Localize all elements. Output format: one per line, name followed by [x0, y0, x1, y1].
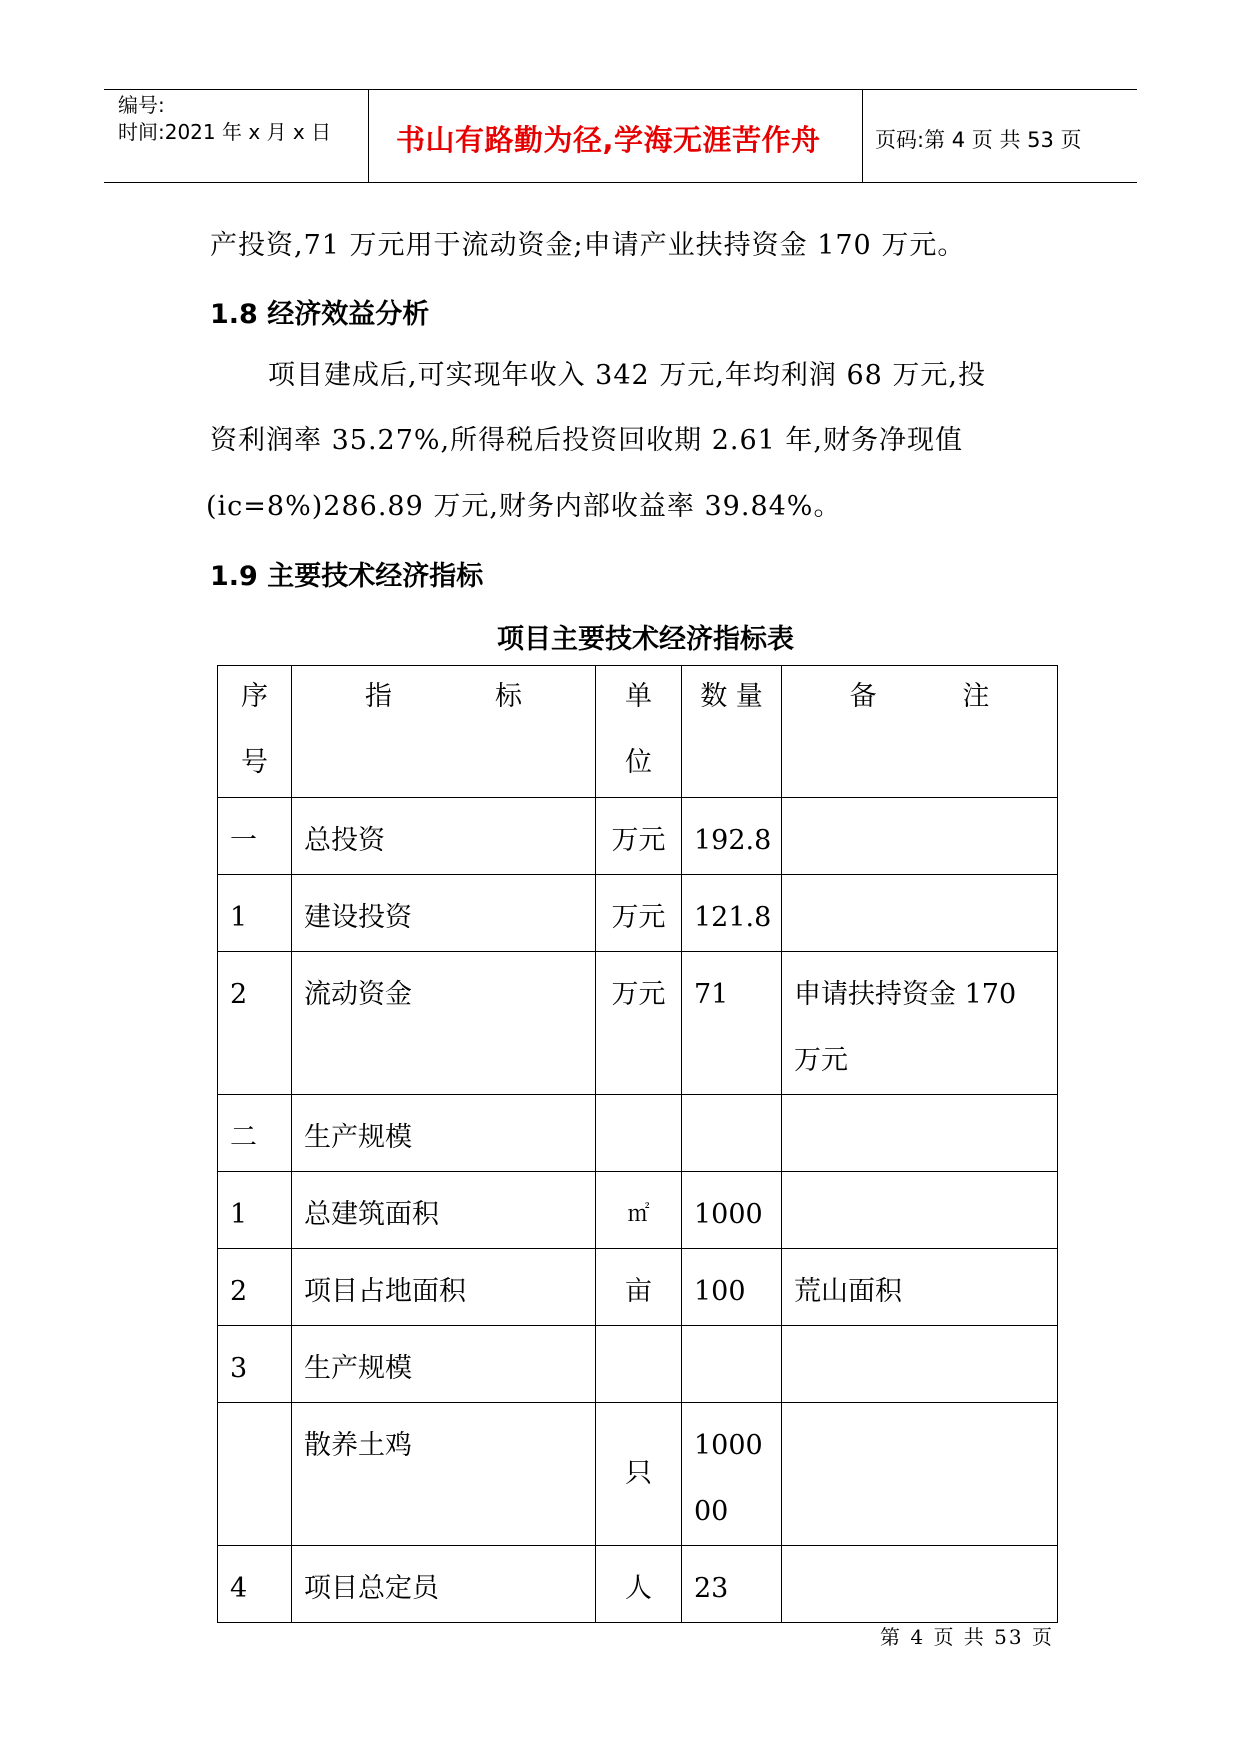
- cell-unit: 万元: [596, 952, 682, 1095]
- cell-indicator: 散养土鸡: [292, 1403, 596, 1546]
- table-row: [218, 1095, 1058, 1172]
- cell-quantity: 100: [682, 1249, 782, 1326]
- cell-quantity: [682, 1095, 782, 1172]
- header-unit-line2: 位: [625, 747, 652, 778]
- header-seq: [218, 666, 292, 798]
- cell-seq: 1: [218, 875, 292, 952]
- section-heading-1-8: 1.8 经济效益分析: [210, 299, 430, 330]
- table-row: [218, 1249, 1058, 1326]
- header-divider-right: [862, 89, 863, 182]
- cell-unit-text: 只: [625, 1458, 652, 1489]
- cell-remark: [782, 798, 1058, 875]
- cell-quantity: 71: [682, 952, 782, 1095]
- header-remark-text: 备 注: [849, 681, 990, 712]
- table-row: [218, 798, 1058, 875]
- cell-quantity: 23: [682, 1546, 782, 1623]
- cell-unit: [596, 1403, 682, 1546]
- cell-indicator: 生产规模: [292, 1326, 596, 1403]
- cell-quantity: 1000: [682, 1172, 782, 1249]
- cell-seq: 2: [218, 1249, 292, 1326]
- cell-seq: 二: [218, 1095, 292, 1172]
- cell-remark: [782, 1546, 1058, 1623]
- cell-remark: [782, 1172, 1058, 1249]
- cell-unit: 人: [596, 1546, 682, 1623]
- header-unit-line1: 单: [625, 681, 652, 712]
- cell-indicator: 总投资: [292, 798, 596, 875]
- cell-unit: [596, 1326, 682, 1403]
- header-page-code: 页码:第 4 页 共 53 页: [875, 128, 1082, 152]
- cell-unit: 万元: [596, 798, 682, 875]
- cell-remark: [782, 1095, 1058, 1172]
- cell-indicator: 生产规模: [292, 1095, 596, 1172]
- cell-unit: 亩: [596, 1249, 682, 1326]
- header-divider-left: [368, 89, 369, 182]
- cell-remark-text: 申请扶持资金 170 万元: [794, 979, 1017, 1076]
- cell-seq: 一: [218, 798, 292, 875]
- header-time-label: 时间:2021 年 x 月 x 日: [118, 120, 332, 144]
- table-caption: 项目主要技术经济指标表: [497, 624, 794, 655]
- table-row: [218, 1172, 1058, 1249]
- header-quantity-text: 数 量: [700, 681, 763, 712]
- indicator-table: [217, 665, 1058, 1623]
- cell-seq: 1: [218, 1172, 292, 1249]
- header-indicator: [292, 666, 596, 798]
- cell-seq: 4: [218, 1546, 292, 1623]
- cell-unit: 万元: [596, 875, 682, 952]
- cell-seq: 2: [218, 952, 292, 1095]
- cell-unit: ㎡: [596, 1172, 682, 1249]
- cell-remark: [782, 1403, 1058, 1546]
- paragraph-line: 项目建成后,可实现年收入 342 万元,年均利润 68 万元,投: [268, 360, 986, 391]
- header-indicator-text: 指 标: [365, 681, 522, 712]
- table-row: [218, 952, 1058, 1095]
- cell-indicator: 项目占地面积: [292, 1249, 596, 1326]
- cell-remark: [782, 1326, 1058, 1403]
- cell-unit: [596, 1095, 682, 1172]
- header-motto: 书山有路勤为径,学海无涯苦作舟: [396, 123, 821, 157]
- cell-quantity: 192.8: [682, 798, 782, 875]
- cell-remark: 荒山面积: [782, 1249, 1058, 1326]
- header-unit: [596, 666, 682, 798]
- cell-quantity-text: 100000: [694, 1430, 763, 1527]
- header-remark: [782, 666, 1058, 798]
- table-row: [218, 875, 1058, 952]
- cell-quantity: 121.8: [682, 875, 782, 952]
- cell-quantity: [682, 1326, 782, 1403]
- cell-quantity: [682, 1403, 782, 1546]
- header-seq-line2: 号: [241, 747, 268, 778]
- cell-seq: 3: [218, 1326, 292, 1403]
- header-number-label: 编号:: [118, 93, 165, 117]
- cell-indicator: 建设投资: [292, 875, 596, 952]
- cell-remark: [782, 952, 1058, 1095]
- table-header-row: [218, 666, 1058, 798]
- header-seq-line1: 序: [241, 681, 268, 712]
- cell-seq: [218, 1403, 292, 1546]
- cell-indicator: 总建筑面积: [292, 1172, 596, 1249]
- table-row: [218, 1546, 1058, 1623]
- table-row: [218, 1403, 1058, 1546]
- paragraph-line: 产投资,71 万元用于流动资金;申请产业扶持资金 170 万元。: [210, 230, 966, 261]
- header-bottom-rule: [104, 182, 1137, 183]
- paragraph-line: 资利润率 35.27%,所得税后投资回收期 2.61 年,财务净现值: [210, 425, 963, 456]
- section-heading-1-9: 1.9 主要技术经济指标: [210, 561, 484, 592]
- header-quantity: [682, 666, 782, 798]
- footer-page-number: 第 4 页 共 53 页: [880, 1625, 1054, 1649]
- header-top-rule: [104, 89, 1137, 90]
- cell-indicator: 流动资金: [292, 952, 596, 1095]
- cell-indicator: 项目总定员: [292, 1546, 596, 1623]
- table-row: [218, 1326, 1058, 1403]
- cell-remark: [782, 875, 1058, 952]
- paragraph-line: (ic=8%)286.89 万元,财务内部收益率 39.84%。: [206, 491, 842, 522]
